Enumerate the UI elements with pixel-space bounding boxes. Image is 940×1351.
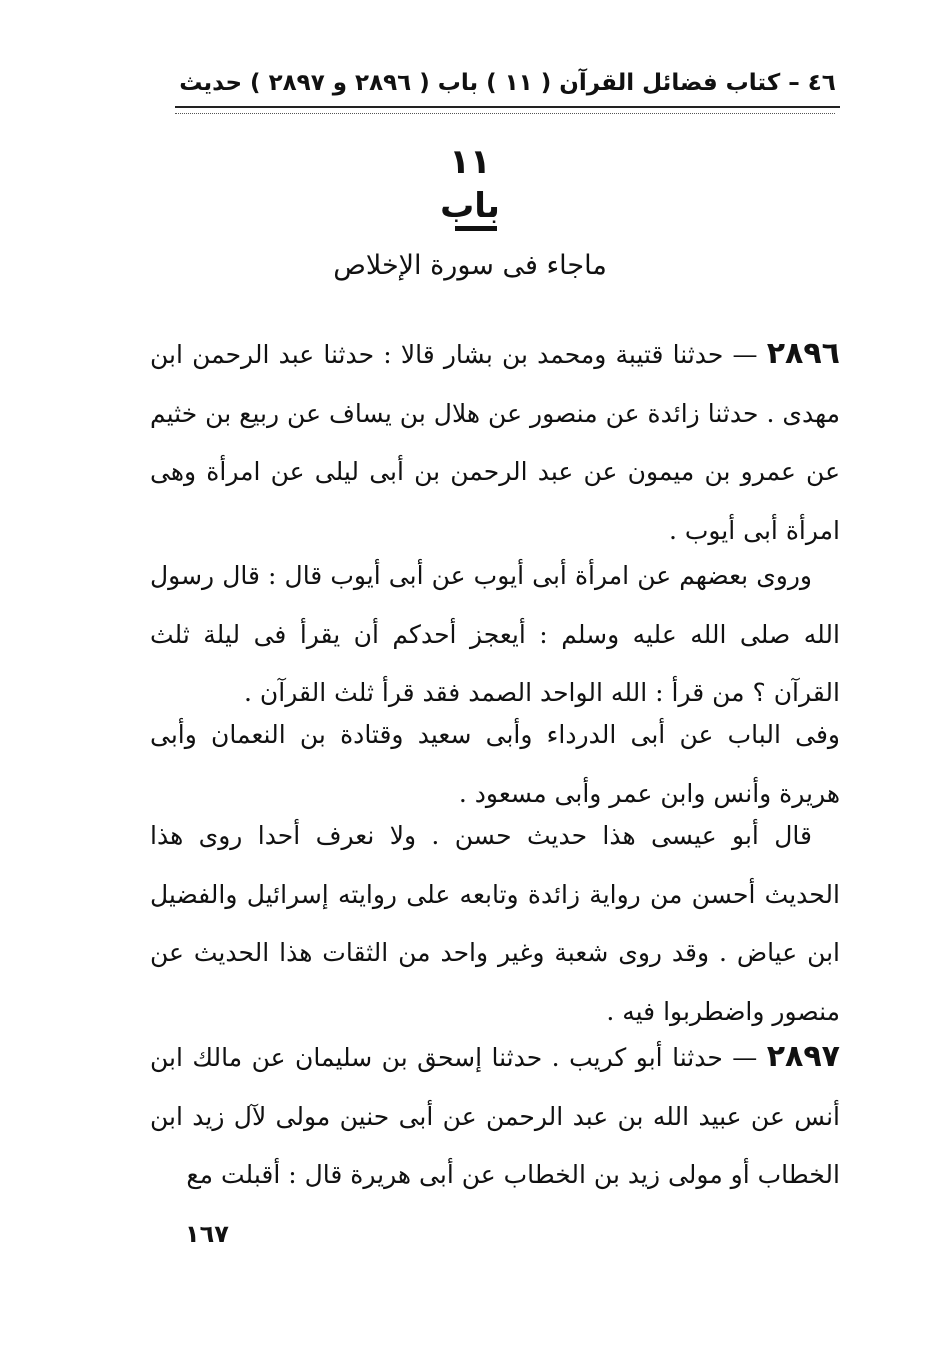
chapter-heading: باب <box>440 186 500 226</box>
hadith-2897 <box>150 1028 840 1205</box>
chapter-underline <box>455 226 497 231</box>
hadith-text: — حدثنا أبو كريب . حدثنا إسحق بن سليمان عن مالك ابن أنس عن عبيد الله بن عبد الرحمن عن أبى حنين مولى لآل زيد ابن الخطاب أو مولى زيد بن الخطاب عن أبى هريرة قال : أقبلت مع <box>150 1043 840 1189</box>
running-header: ٤٦ – كتاب فضائل القرآن ( ١١ ) باب ( ٢٨٩٦ و ٢٨٩٧ ) حديث <box>175 60 840 108</box>
chapter-title: ماجاء فى سورة الإخلاص <box>333 250 607 281</box>
paragraph-fil-bab: وفى الباب عن أبى الدرداء وأبى سعيد وقتادة بن النعمان وأبى هريرة وأنس وابن عمر وأبى مسعود . <box>150 720 840 808</box>
header-divider <box>175 113 835 114</box>
hadith-text: — حدثنا قتيبة ومحمد بن بشار قالا : حدثنا عبد الرحمن ابن مهدى . حدثنا زائدة عن منصور عن هلال بن يساف عن ربيع بن خثيم عن عمرو بن ميمون عن عبد الرحمن بن أبى ليلى عن امرأة وهى امرأة أبى أيوب . <box>150 340 840 545</box>
chapter-number: ١١ <box>449 142 491 182</box>
hadith-2896 <box>150 325 840 560</box>
hadith-number: ٢٨٩٧ <box>766 1039 840 1074</box>
paragraph-abu-isa: قال أبو عيسى هذا حديث حسن . ولا نعرف أحدا روى هذا الحديث أحسن من رواية زائدة وتابعه على روايته إسرائيل والفضيل ابن عياض . وقد روى شعبة وغير واحد من الثقات هذا الحديث عن منصور واضطربوا فيه . <box>150 821 840 1026</box>
hadith-number: ٢٨٩٦ <box>766 336 840 371</box>
paragraph-riwaya: وروى بعضهم عن امرأة أبى أيوب عن أبى أيوب قال : قال رسول الله صلى الله عليه وسلم : أيعجز أحدكم أن يقرأ فى ليلة ثلث القرآن ؟ من قرأ : الله الواحد الصمد فقد قرأ ثلث القرآن . <box>150 561 840 707</box>
page-number: ١٦٧ <box>185 1220 229 1248</box>
